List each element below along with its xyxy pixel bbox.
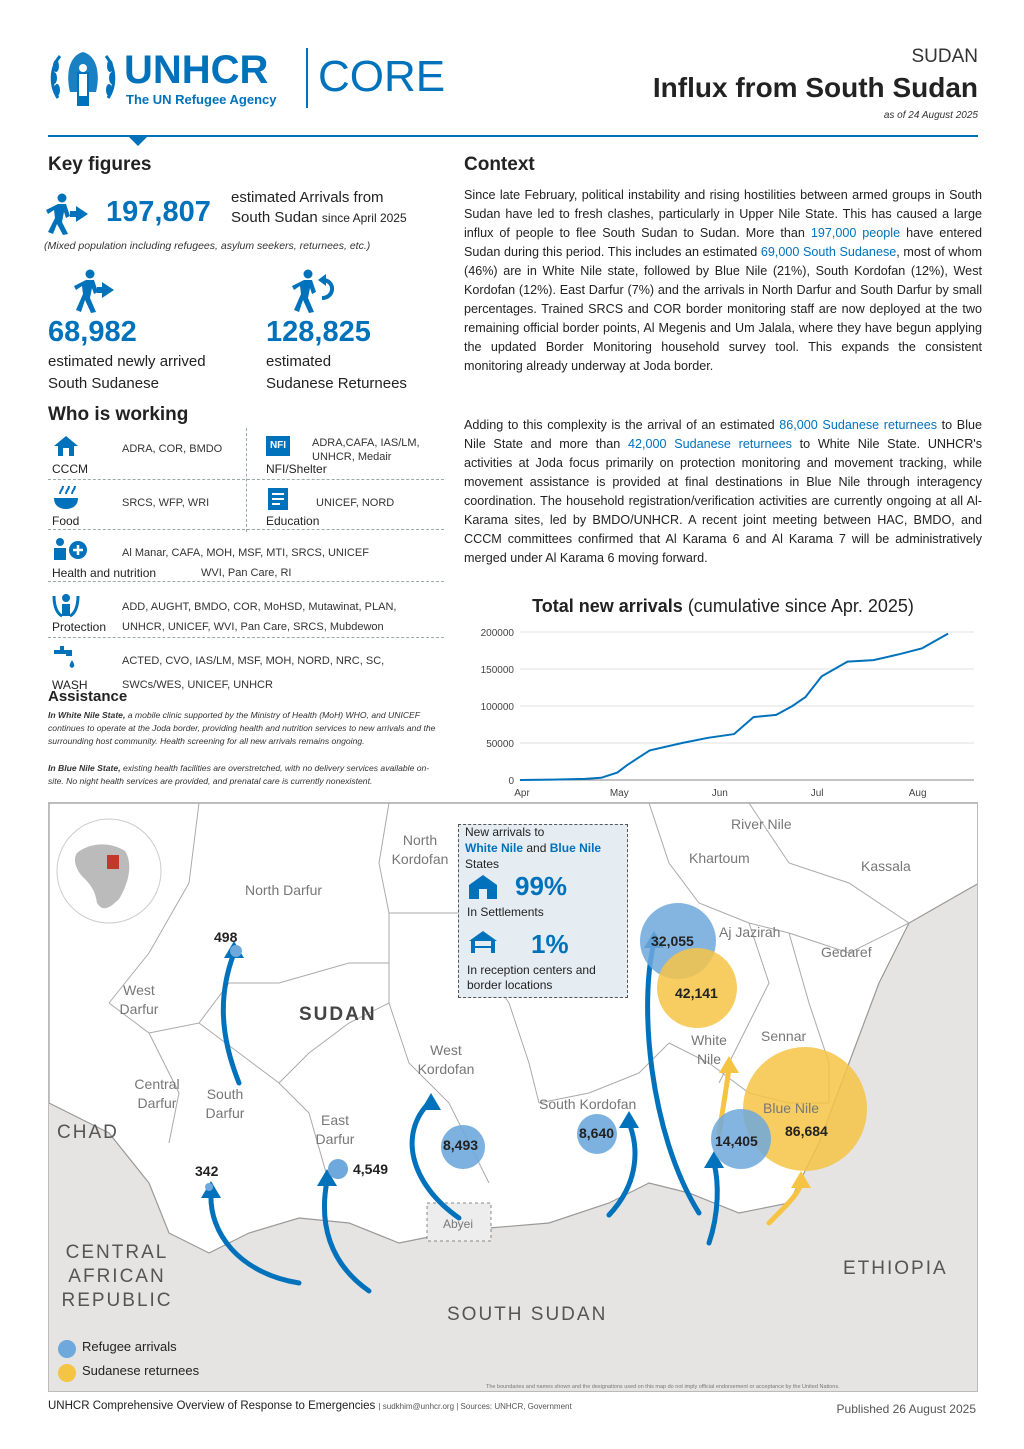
value-white-nile-returnees: 42,141	[675, 985, 718, 1001]
sector-label: Health and nutrition	[52, 566, 157, 580]
state-label-kassala: Kassala	[861, 858, 911, 874]
country-label-ethiopia: ETHIOPIA	[843, 1258, 948, 1279]
assistance-heading: Assistance	[48, 688, 128, 705]
key-figures-heading: Key figures	[48, 154, 152, 175]
value-blue-nile-refugees: 14,405	[715, 1133, 758, 1149]
assistance-text: existing health facilities are overstretched, with no delivery services available on-site. No night health services are provided, and prenatal care is currently nonexistent.	[48, 763, 430, 786]
org-name: UNHCR	[124, 48, 269, 92]
series-line	[520, 634, 948, 780]
sector-agencies: ADRA, COR, BMDO	[122, 443, 223, 455]
y-tick-label: 0	[508, 776, 514, 787]
country-label: SUDAN	[911, 46, 978, 67]
who-row	[48, 480, 444, 530]
assistance-state-white-nile: In White Nile State,	[48, 710, 126, 720]
legend-label-returnees: Sudanese returnees	[82, 1363, 200, 1378]
state-label-north-darfur: North Darfur	[245, 882, 323, 898]
context-text: to White Nile State. UNHCR's activities at Joda focus primarily on protection monitoring and movement tracking, while movement assistance is provided at final destinations in Blue Nile through interagency coordination. The household registration/verification activities are currently ongoing at all Al-Karama sites, led by BMDO/UNHCR. A recent joint meeting between HAC, BMDO, and CCCM committees confirmed that Al Karama 6 and Al Karama 7 will be administratively merged under Al Karama 6 moving forward.	[464, 437, 982, 565]
product-name: CORE	[318, 52, 446, 101]
context-highlight: 86,000 Sudanese returnees	[779, 418, 937, 432]
context-paragraph-2	[464, 416, 982, 568]
sector-agencies: ADD, AUGHT, BMDO, COR, MoHSD, Mutawinat, PLAN,	[122, 601, 397, 613]
context-paragraph-1	[464, 186, 982, 376]
who-row	[48, 638, 444, 692]
arrivals-line-chart	[464, 622, 982, 802]
nfi-icon: NFI	[266, 436, 290, 456]
returnees-label-2: Sudanese Returnees	[266, 375, 407, 392]
chart-title-rest: (cumulative since Apr. 2025)	[687, 596, 914, 616]
state-label-west-kordofan: West Kordofan	[417, 1042, 475, 1077]
footer-title: UNHCR Comprehensive Overview of Response to Emergencies	[48, 1400, 376, 1412]
assistance-state-blue-nile: In Blue Nile State,	[48, 763, 121, 773]
who-row	[48, 530, 444, 582]
country-label-south-sudan: SOUTH SUDAN	[447, 1304, 608, 1325]
south-sudanese-value: 68,982	[48, 316, 137, 348]
state-label-south-darfur: South Darfur	[205, 1086, 245, 1121]
sector-label: Education	[266, 514, 320, 528]
reception-center-icon	[467, 929, 499, 955]
assistance-text: a mobile clinic supported by the Ministry of Health (MoH) WHO, and UNICEF continues to operate at the Joda border, providing health and nutrition services to new arrivals and the surrounding host community. Health screening for all new arrivals remains ongoing.	[48, 710, 436, 746]
state-label-gedaref: Gedaref	[821, 944, 872, 960]
x-tick-label: Apr	[514, 788, 530, 799]
context-highlight: 197,000 people	[810, 226, 901, 240]
sector-label: CCCM	[52, 462, 88, 476]
x-tick-label: Jul	[810, 788, 824, 799]
sector-agencies: Al Manar, CAFA, MOH, MSF, MTI, SRCS, UNICEF	[122, 547, 369, 559]
state-label-central-darfur: Central Darfur	[134, 1076, 180, 1111]
food-icon	[52, 484, 80, 510]
value-south-darfur: 342	[195, 1163, 219, 1179]
chart-title-bold: Total new arrivals	[532, 596, 683, 616]
inset-states-word: States	[465, 857, 500, 871]
who-row	[48, 428, 444, 480]
legend-dot-returnees	[58, 1364, 76, 1382]
state-label-aj-jazirah: Aj Jazirah	[719, 924, 781, 940]
sector-agencies: WVI, Pan Care, RI	[201, 567, 292, 579]
education-icon	[266, 486, 290, 512]
context-highlight: 42,000 Sudanese returnees	[627, 437, 792, 451]
state-label-north-kordofan: North Kordofan	[391, 832, 449, 867]
footer-source	[48, 1400, 572, 1412]
south-sudanese-label-1: estimated newly arrived	[48, 353, 206, 370]
unhcr-emblem-icon	[48, 48, 118, 110]
footer-contact: | sudkhim@unhcr.org | Sources: UNHCR, Government	[378, 1402, 572, 1411]
sector-agencies: UNICEF, NORD	[316, 497, 395, 509]
arrivals-icon	[44, 192, 96, 236]
page-title: Influx from South Sudan	[652, 72, 978, 103]
map-disclaimer: The boundaries and names shown and the designations used on this map do not imply official endorsement or acceptance by the United Nations.	[486, 1384, 840, 1390]
settlement-icon	[467, 873, 499, 901]
returnees-value: 128,825	[266, 316, 371, 348]
header-rule	[48, 135, 978, 137]
who-row	[48, 582, 444, 638]
area-label-abyei: Abyei	[443, 1217, 474, 1231]
legend-label-refugees: Refugee arrivals	[82, 1339, 177, 1354]
x-tick-label: Jun	[711, 788, 728, 799]
country-label-chad: CHAD	[57, 1122, 119, 1143]
sector-agencies: SRCS, WFP, WRI	[122, 497, 210, 509]
state-label-white-nile: White Nile	[691, 1032, 727, 1067]
context-text: , most of whom (46%) are in White Nile state, followed by Blue Nile (21%), South Kordofan (12%), West Kordofan (12%). East Darfur (7%) and the arrivals in North Darfur and South Darfur by small percentages. Trained SRCS and COR border monitoring staff are now deployed at the two remaining official border points, Al Megenis and Um Jalala, where they have begun applying the updated Border Monitoring household survey tool. This expands the consistent monitoring already underway at Joda border.	[464, 245, 982, 373]
inset-white-nile: White Nile	[465, 841, 524, 855]
y-tick-label: 50000	[486, 739, 514, 750]
wash-icon	[52, 644, 80, 672]
value-white-nile-refugees: 32,055	[651, 933, 694, 949]
state-label-khartoum: Khartoum	[689, 850, 750, 866]
header-notch	[128, 136, 148, 146]
context-text: Adding to this complexity is the arrival of an estimated	[464, 418, 775, 432]
total-arrivals-note: (Mixed population including refugees, asylum seekers, returnees, etc.)	[44, 240, 371, 252]
inset-title: New arrivals to	[465, 825, 545, 839]
sector-label: Protection	[52, 620, 107, 634]
state-label-east-darfur: East Darfur	[315, 1112, 355, 1147]
inset-pct-reception: 1%	[531, 929, 569, 959]
cccm-icon	[52, 434, 80, 458]
inset-label-settlements: In Settlements	[467, 905, 544, 919]
assistance-paragraph-1	[48, 709, 444, 748]
inset-and: and	[526, 841, 547, 855]
state-label-south-kordofan: South Kordofan	[539, 1096, 637, 1112]
sector-label: WASH	[52, 678, 88, 692]
inset-title-states	[465, 841, 601, 855]
total-arrivals-label-2	[231, 208, 407, 228]
health-icon	[52, 536, 88, 562]
south-sudanese-label-2: South Sudanese	[48, 375, 159, 392]
value-blue-nile-returnees: 86,684	[785, 1123, 828, 1139]
total-arrivals-origin: South Sudan	[231, 209, 318, 226]
logo-divider	[306, 48, 308, 108]
value-east-darfur: 4,549	[353, 1161, 389, 1177]
x-tick-label: May	[609, 788, 629, 799]
y-tick-label: 100000	[480, 702, 514, 713]
state-label-blue-nile: Blue Nile	[763, 1100, 820, 1116]
who-working-grid	[48, 428, 444, 692]
value-south-kordofan: 8,640	[579, 1125, 615, 1141]
footer-published: Published 26 August 2025	[836, 1402, 976, 1416]
assistance-paragraph-2	[48, 762, 444, 788]
sector-label: Food	[52, 514, 80, 528]
returnees-icon	[290, 268, 340, 314]
context-text: have entered Sudan during this period. This includes an estimated	[464, 226, 983, 259]
context-text: Since late February, political instability and rising hostilities between armed groups in South Sudan have led to fresh clashes, particularly in Upper Nile State. This has caused a large influx of people to flee South Sudan to Sudan. More than	[464, 188, 982, 240]
newly-arrived-icon	[72, 268, 122, 314]
total-arrivals-value: 197,807	[106, 196, 211, 228]
who-working-heading: Who is working	[48, 404, 189, 425]
sector-agencies: ACTED, CVO, IAS/LM, MSF, MOH, NORD, NRC, SC,	[122, 655, 385, 667]
state-label-west-darfur: West Darfur	[119, 982, 159, 1017]
total-arrivals-label-1: estimated Arrivals from	[231, 189, 384, 206]
state-label-river-nile: River Nile	[731, 816, 792, 832]
value-north-darfur: 498	[214, 929, 238, 945]
y-tick-label: 200000	[480, 628, 514, 639]
sector-label: NFI/Shelter	[266, 462, 327, 476]
context-highlight: 69,000 South Sudanese	[760, 245, 897, 259]
returnees-label-1: estimated	[266, 353, 332, 370]
page-header	[48, 40, 978, 140]
total-arrivals-since: since April 2025	[321, 211, 407, 225]
context-heading: Context	[464, 154, 535, 175]
inset-label-reception: In reception centers and border locations	[467, 963, 596, 992]
state-label-sennar: Sennar	[761, 1028, 807, 1044]
org-tagline: The UN Refugee Agency	[126, 92, 277, 107]
sector-agencies: ADRA,CAFA, IAS/LM, UNHCR, Medair	[312, 437, 420, 463]
legend-dot-refugees	[58, 1340, 76, 1358]
report-date: as of 24 August 2025	[883, 110, 978, 121]
protection-icon	[52, 590, 80, 618]
country-label-car: CENTRAL AFRICAN REPUBLIC	[61, 1242, 173, 1311]
x-tick-label: Aug	[908, 788, 927, 799]
inset-blue-nile: Blue Nile	[549, 841, 602, 855]
settlement-inset	[458, 824, 628, 998]
sector-agencies: UNHCR, UNICEF, WVI, Pan Care, SRCS, Mubdewon	[122, 621, 384, 633]
value-west-kordofan: 8,493	[443, 1137, 479, 1153]
sector-agencies: SWCs/WES, UNICEF, UNHCR	[122, 679, 273, 691]
chart-title	[464, 596, 982, 617]
y-tick-label: 150000	[480, 665, 514, 676]
context-text: to Blue Nile State and more than	[464, 418, 983, 451]
inset-pct-settlements: 99%	[515, 871, 568, 901]
country-label-sudan: SUDAN	[299, 1004, 377, 1025]
